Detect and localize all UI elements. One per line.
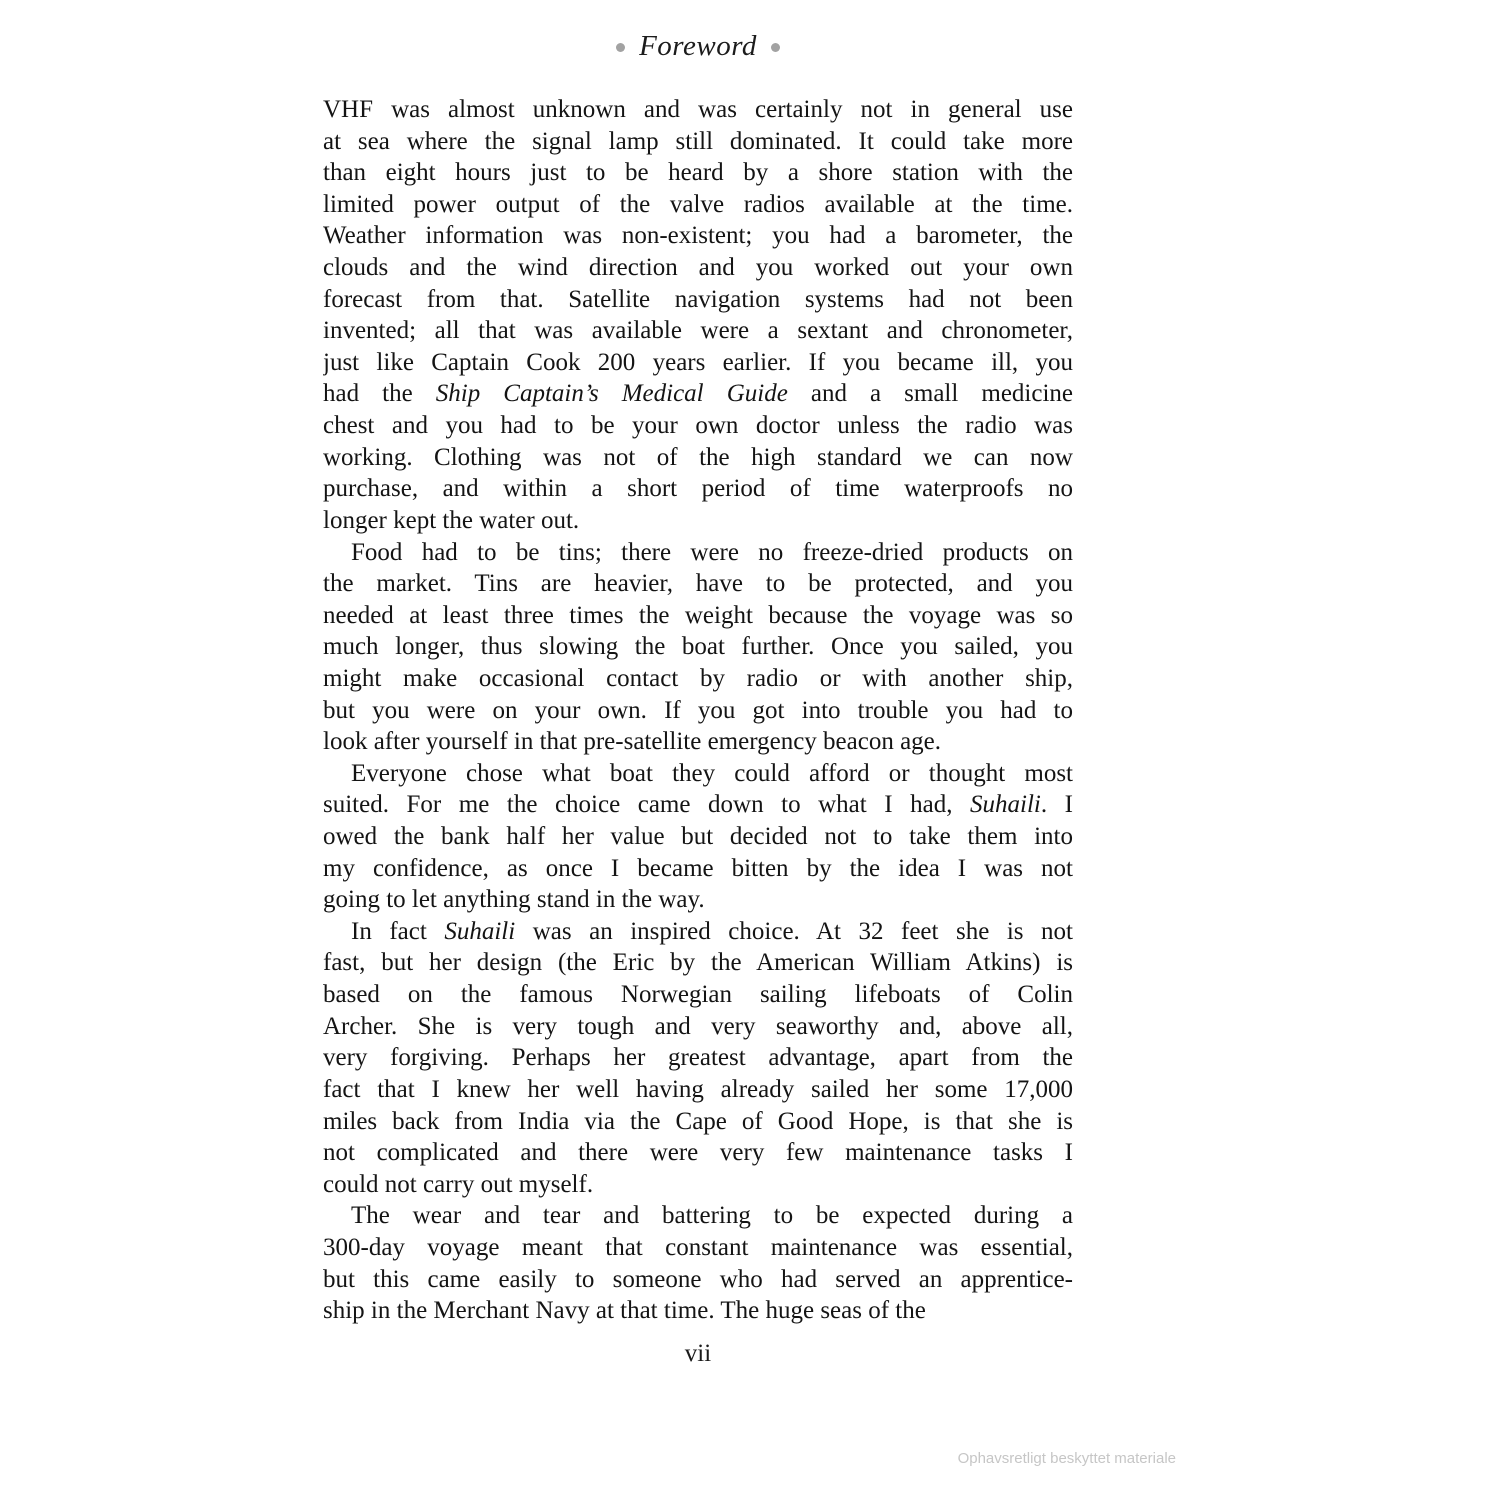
text-line: very forgiving. Perhaps her greatest advantage, apart from the — [323, 1044, 1073, 1072]
text-line: the market. Tins are heavier, have to be protected, and you — [323, 570, 1073, 598]
ornament-dot-icon — [771, 43, 780, 52]
paragraph — [323, 537, 1073, 758]
text-line: needed at least three times the weight because the voyage was so — [323, 601, 1073, 629]
text-line: at sea where the signal lamp still dominated. It could take more — [323, 127, 1073, 155]
text-line: could not carry out myself. — [323, 1170, 594, 1198]
text-line: Archer. She is very tough and very seaworthy and, above all, — [323, 1012, 1073, 1040]
text-line: clouds and the wind direction and you worked out your own — [323, 254, 1073, 282]
text-line: invented; all that was available were a sextant and chronometer, — [323, 317, 1073, 345]
page-number: vii — [684, 1340, 712, 1367]
text-line: just like Captain Cook 200 years earlier. If you became ill, you — [323, 348, 1073, 376]
text-line: Everyone chose what boat they could afford or thought most — [351, 759, 1073, 787]
text-line: 300-day voyage meant that constant maintenance was essential, — [323, 1233, 1073, 1261]
text-line: Food had to be tins; there were no freeze-dried products on — [351, 538, 1073, 566]
text-line: The wear and tear and battering to be expected during a — [351, 1202, 1073, 1230]
text-line: limited power output of the valve radios available at the time. — [323, 190, 1073, 218]
text-line: fast, but her design (the Eric by the American William Atkins) is — [323, 949, 1073, 977]
paragraph — [323, 1200, 1073, 1326]
text-line: forecast from that. Satellite navigation systems had not been — [323, 285, 1073, 313]
text-line: might make occasional contact by radio or with another ship, — [323, 664, 1073, 692]
text-line: but this came easily to someone who had served an apprentice- — [323, 1265, 1073, 1293]
text-line: look after yourself in that pre-satellite emergency beacon age. — [323, 728, 942, 756]
text-line: miles back from India via the Cape of Good Hope, is that she is — [323, 1107, 1073, 1135]
text-line: purchase, and within a short period of time waterproofs no — [323, 475, 1073, 503]
text-line: going to let anything stand in the way. — [323, 886, 705, 914]
text-line: much longer, thus slowing the boat further. Once you sailed, you — [323, 633, 1073, 661]
text-line: suited. For me the choice came down to what I had, Suhaili. I — [323, 791, 1073, 819]
text-line: my confidence, as once I became bitten by the idea I was not — [323, 854, 1073, 882]
text-line: fact that I knew her well having already sailed her some 17,000 — [323, 1075, 1073, 1103]
text-line: working. Clothing was not of the high standard we can now — [323, 443, 1073, 471]
chapter-header — [323, 26, 1073, 66]
paragraph — [323, 94, 1073, 537]
text-line: not complicated and there were very few maintenance tasks I — [323, 1139, 1073, 1167]
text-line: than eight hours just to be heard by a shore station with the — [323, 159, 1073, 187]
text-line: chest and you had to be your own doctor unless the radio was — [323, 412, 1073, 440]
chapter-title: Foreword — [639, 29, 757, 62]
text-line: VHF was almost unknown and was certainly not in general use — [323, 96, 1073, 123]
paragraph — [323, 758, 1073, 916]
text-line: In fact Suhaili was an inspired choice. At 32 feet she is not — [351, 917, 1073, 945]
copyright-notice: Ophavsretligt beskyttet materiale — [957, 1450, 1176, 1467]
body-text — [323, 94, 1073, 1327]
paragraph — [323, 916, 1073, 1200]
text-line: owed the bank half her value but decided not to take them into — [323, 823, 1073, 851]
text-line: based on the famous Norwegian sailing lifeboats of Colin — [323, 981, 1073, 1009]
ornament-dot-icon — [616, 43, 625, 52]
text-line: Weather information was non-existent; you had a barometer, the — [323, 222, 1073, 250]
text-line: longer kept the water out. — [323, 506, 580, 534]
text-line: had the Ship Captain’s Medical Guide and a small medicine — [323, 380, 1073, 408]
text-line: ship in the Merchant Navy at that time. The huge seas of the — [323, 1297, 926, 1325]
text-line: but you were on your own. If you got into trouble you had to — [323, 696, 1073, 724]
